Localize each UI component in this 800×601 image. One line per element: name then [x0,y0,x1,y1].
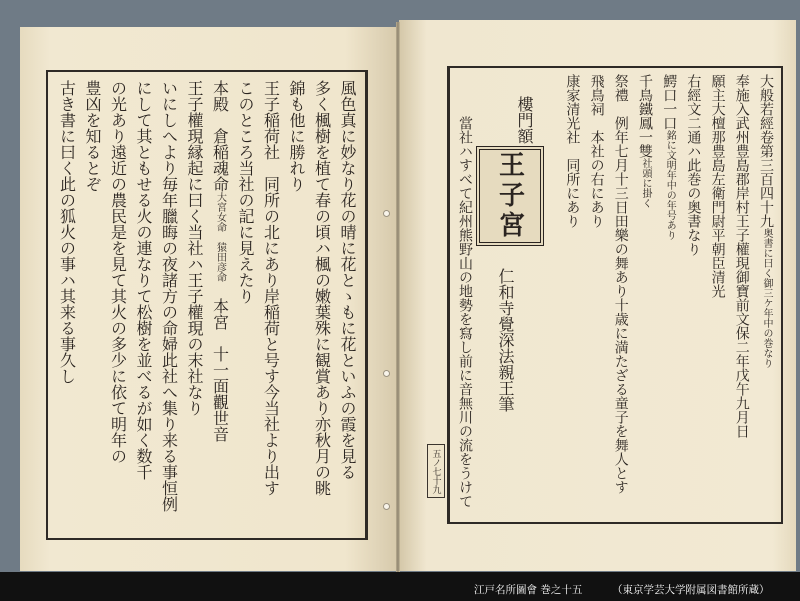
text-column [633,74,657,518]
column-main-text: 本宮 十一面觀世音 [210,282,230,442]
text-column: このところ当社の記に見えたり [236,80,255,304]
column-main-text: 千鳥鐵鳳一雙 [636,74,653,158]
text-column: 王子權現縁起に曰く当社ハ王子權現の末社なり [185,80,204,416]
binding-thread-hole [383,370,390,377]
text-column [207,80,233,532]
column-note-text: 銘に文明年中の年号あり [664,130,676,240]
binding-thread-hole [383,503,390,510]
column-main-text: 鰐口一口 [661,74,678,130]
text-column: 飛鳥祠 本社の右にあり [588,74,605,228]
text-column: 多く楓樹を植て春の頃ハ楓の嫩葉殊に観賞あり亦秋月の眺 [312,80,332,496]
text-column: 奉施入武州豊島郡岸村王子權現御寶前文保二年戊午九月日 [733,74,750,438]
page-number: 五ノ七十九 [427,444,445,498]
column-main-text: 大般若經卷第三百四十九 [758,74,774,228]
text-column: いにしへより毎年臘晦の夜諸方の命婦此社へ集り来る事恒例 [159,80,179,512]
text-column [754,74,778,518]
text-column: 當社ハすべて紀州熊野山の地勢を寫し前に音無川の流をうけて [457,116,473,508]
text-column: 風色真に妙なり花の晴に花とゝもに花といふの霞を見る [338,80,357,480]
text-column [657,74,681,518]
text-column: 古き書に曰く此の狐火の事ハ其来る事久し [57,80,77,384]
text-column: 願主大檀那豊島左衛門尉平朝臣清光 [709,74,726,298]
book-spine [396,22,400,572]
text-column: の光あり遠近の農民是を見て其火の多少に依て明年の [108,80,128,464]
column-note-text: 大宮女命 猿田彦命 [214,192,226,282]
column-note-text: 奥書に曰く御三ケ年中の巻なり [761,228,772,368]
gate-plaque [476,146,544,246]
text-column: にして其ともせる火の連なりて松樹を並べるが如く数千 [134,80,153,480]
caption-holder: （東京学芸大学附属図書館所蔵） [612,584,770,596]
column-note-text: 社頭に掛く [639,158,651,208]
plaque-inscription: 王子宮 [494,151,525,241]
text-column: 康家清光社 同所にあり [564,74,581,228]
text-column: 豊凶を知るとぞ [83,80,102,192]
column-main-text: 本殿 倉稲魂命 [210,80,230,192]
right-page-text [560,74,778,518]
caption-title: 江戸名所圖會 巻之十五 [474,584,583,596]
binding-thread-hole [383,210,390,217]
plaque-attribution: 仁和寺覺深法親王筆 [496,268,515,412]
text-column: 祭禮 例年七月十三日田樂の舞あり十歳に満たざる童子を舞人とす [612,74,629,494]
gate-plaque-label: 樓門額 [515,96,534,144]
left-page-text [54,80,360,532]
text-column: 右經文二通ハ此巻の奥書なり [685,74,702,256]
text-column: 錦も他に勝れり [287,80,306,192]
text-column: 王子稲荷社 同所の北にあり岸稲荷と号す今当社より出す [261,80,281,496]
